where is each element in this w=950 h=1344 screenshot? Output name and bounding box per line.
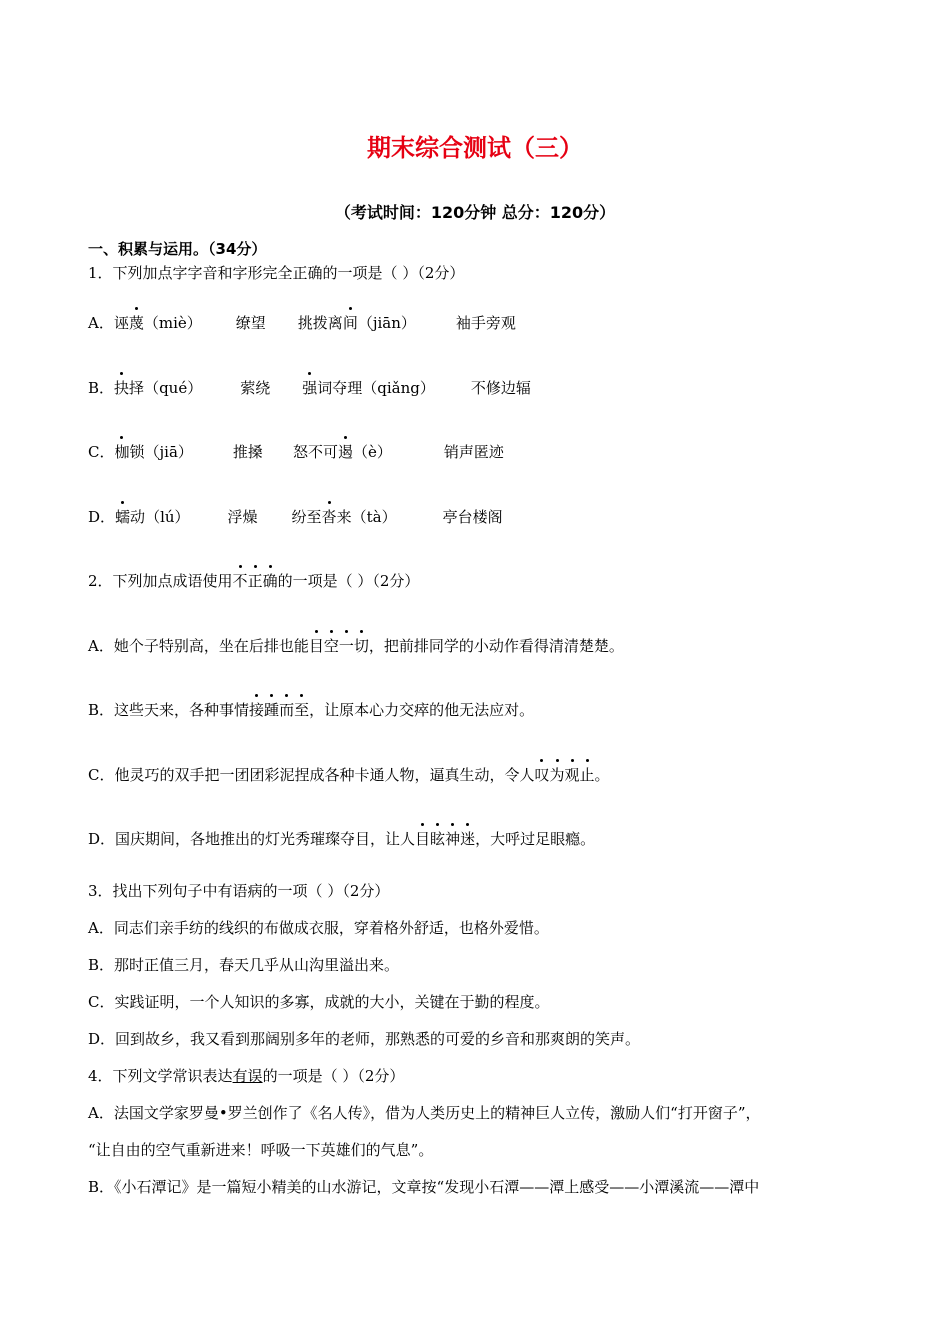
q2-option-a — [88, 635, 624, 657]
dotted-char: 不 — [232, 572, 248, 590]
q1-option-d — [88, 506, 503, 528]
word: 怒不可 — [292, 443, 338, 461]
q3-option-c: C．实践证明，一个人知识的多寡，成就的大小，关键在于勤的程度。 — [88, 993, 550, 1011]
dotted-char: 目 — [308, 637, 324, 655]
dotted-phrase — [233, 572, 278, 590]
dotted-phrase — [534, 766, 594, 784]
q4-stem — [88, 1065, 404, 1087]
dotted-phrase — [309, 637, 369, 655]
pinyin: （è） — [352, 443, 392, 461]
word: 词夺理 — [317, 379, 363, 397]
dotted-char: 迷 — [460, 830, 476, 848]
q1-stem: 1．下列加点字字音和字形完全正确的一项是（ ）（2分） — [88, 264, 465, 282]
dotted-char: 叹 — [534, 766, 550, 784]
q1-option-b — [88, 377, 531, 399]
word: 动 — [130, 508, 146, 526]
dotted-char: 遏 — [337, 443, 353, 461]
option-text: ，把前排同学的小动作看得清清楚楚。 — [368, 637, 624, 655]
word: 择 — [129, 379, 145, 397]
option-label: D． — [88, 508, 116, 526]
exam-subtitle: （考试时间：120分钟 总分：120分） — [334, 203, 616, 222]
q4-option-a-line1: A．法国文学家罗曼•罗兰创作了《名人传》，借为人类历史上的精神巨人立传，激励人们“打开窗子”， — [88, 1104, 761, 1122]
dotted-char: 枷 — [114, 443, 130, 461]
section-heading: 一、积累与运用。（34分） — [88, 240, 267, 258]
pinyin: （jiān） — [357, 314, 416, 332]
dotted-char: 蠕 — [115, 508, 131, 526]
option-text: C．他灵巧的双手把一团团彩泥捏成各种卡通人物，逼真生动，令人 — [88, 766, 535, 784]
dotted-char: 切 — [353, 637, 369, 655]
word: 推搡 — [232, 443, 263, 461]
stem-text: 2．下列加点成语使用 — [88, 572, 233, 590]
stem-text: 4．下列文学常识表达 — [88, 1067, 233, 1085]
dotted-char: 正 — [247, 572, 263, 590]
dotted-char: 观 — [564, 766, 580, 784]
option-label: A． — [88, 314, 114, 332]
q2-stem — [88, 570, 419, 592]
q2-option-b — [88, 699, 534, 721]
word: 袖手旁观 — [455, 314, 516, 332]
pinyin: （miè） — [143, 314, 202, 332]
q2-option-c — [88, 764, 610, 786]
dotted-char: 踵 — [264, 701, 280, 719]
q3-stem: 3．找出下列句子中有语病的一项（ ）（2分） — [88, 882, 390, 900]
option-text: ，大呼过足眼瘾。 — [475, 830, 596, 848]
underlined-text: 有误 — [232, 1067, 263, 1085]
dotted-char: 确 — [262, 572, 278, 590]
dotted-char: 接 — [249, 701, 265, 719]
dotted-phrase — [415, 830, 475, 848]
word: 诬 — [113, 314, 129, 332]
dotted-char: 沓 — [321, 508, 337, 526]
pinyin: （lú） — [145, 508, 190, 526]
option-text: B．这些天来，各种事情 — [88, 701, 250, 719]
word: 缭望 — [235, 314, 266, 332]
dotted-char: 止 — [579, 766, 595, 784]
dotted-char: 眩 — [430, 830, 446, 848]
q3-option-d: D．回到故乡，我又看到那阔别多年的老师，那熟悉的可爱的乡音和那爽朗的笑声。 — [88, 1030, 641, 1048]
word: 来 — [336, 508, 352, 526]
option-label: C． — [88, 443, 115, 461]
pinyin: （tà） — [351, 508, 397, 526]
word: 浮燥 — [227, 508, 258, 526]
dotted-char: 神 — [445, 830, 461, 848]
option-label: B． — [88, 379, 115, 397]
dotted-char: 蔑 — [128, 314, 144, 332]
q4-option-a-line2: “让自由的空气重新进来！呼吸一下英雄们的气息”。 — [88, 1141, 434, 1159]
exam-title: 期末综合测试（三） — [367, 134, 583, 162]
option-text: ，让原本心力交瘁的他无法应对。 — [309, 701, 535, 719]
pinyin: （jiā） — [144, 443, 193, 461]
option-text: D．国庆期间，各地推出的灯光秀璀璨夺目，让人 — [88, 830, 416, 848]
stem-text: 的一项是（ ）（2分） — [262, 1067, 405, 1085]
word: 亭台楼阁 — [442, 508, 503, 526]
option-text: 。 — [594, 766, 610, 784]
word: 不修边辐 — [470, 379, 531, 397]
word: 锁 — [129, 443, 145, 461]
q2-option-d — [88, 828, 595, 850]
pinyin: （qiǎng） — [362, 379, 435, 397]
dotted-char: 强 — [302, 379, 318, 397]
q1-option-a — [88, 312, 516, 334]
dotted-char: 空 — [323, 637, 339, 655]
dotted-char: 而 — [279, 701, 295, 719]
dotted-char: 间 — [342, 314, 358, 332]
q4-option-b-line1: B．《小石潭记》是一篇短小精美的山水游记，文章按“发现小石潭——潭上感受——小潭溪流——潭中 — [88, 1178, 760, 1196]
dotted-char: 抉 — [114, 379, 130, 397]
q3-option-a: A．同志们亲手纺的线织的布做成衣服，穿着格外舒适，也格外爱惜。 — [88, 919, 549, 937]
dotted-char: 为 — [549, 766, 565, 784]
dotted-char: 一 — [338, 637, 354, 655]
word: 萦绕 — [240, 379, 271, 397]
word: 销声匿迹 — [443, 443, 504, 461]
word: 挑拨离 — [297, 314, 343, 332]
pinyin: （qué） — [144, 379, 203, 397]
dotted-phrase — [249, 701, 309, 719]
option-text: A．她个子特别高，坐在后排也能 — [88, 637, 309, 655]
dotted-char: 目 — [415, 830, 431, 848]
q3-option-b: B．那时正值三月，春天几乎从山沟里溢出来。 — [88, 956, 400, 974]
stem-text: 的一项是（ ）（2分） — [277, 572, 420, 590]
q1-option-c — [88, 441, 504, 463]
dotted-char: 至 — [294, 701, 310, 719]
word: 纷至 — [291, 508, 322, 526]
